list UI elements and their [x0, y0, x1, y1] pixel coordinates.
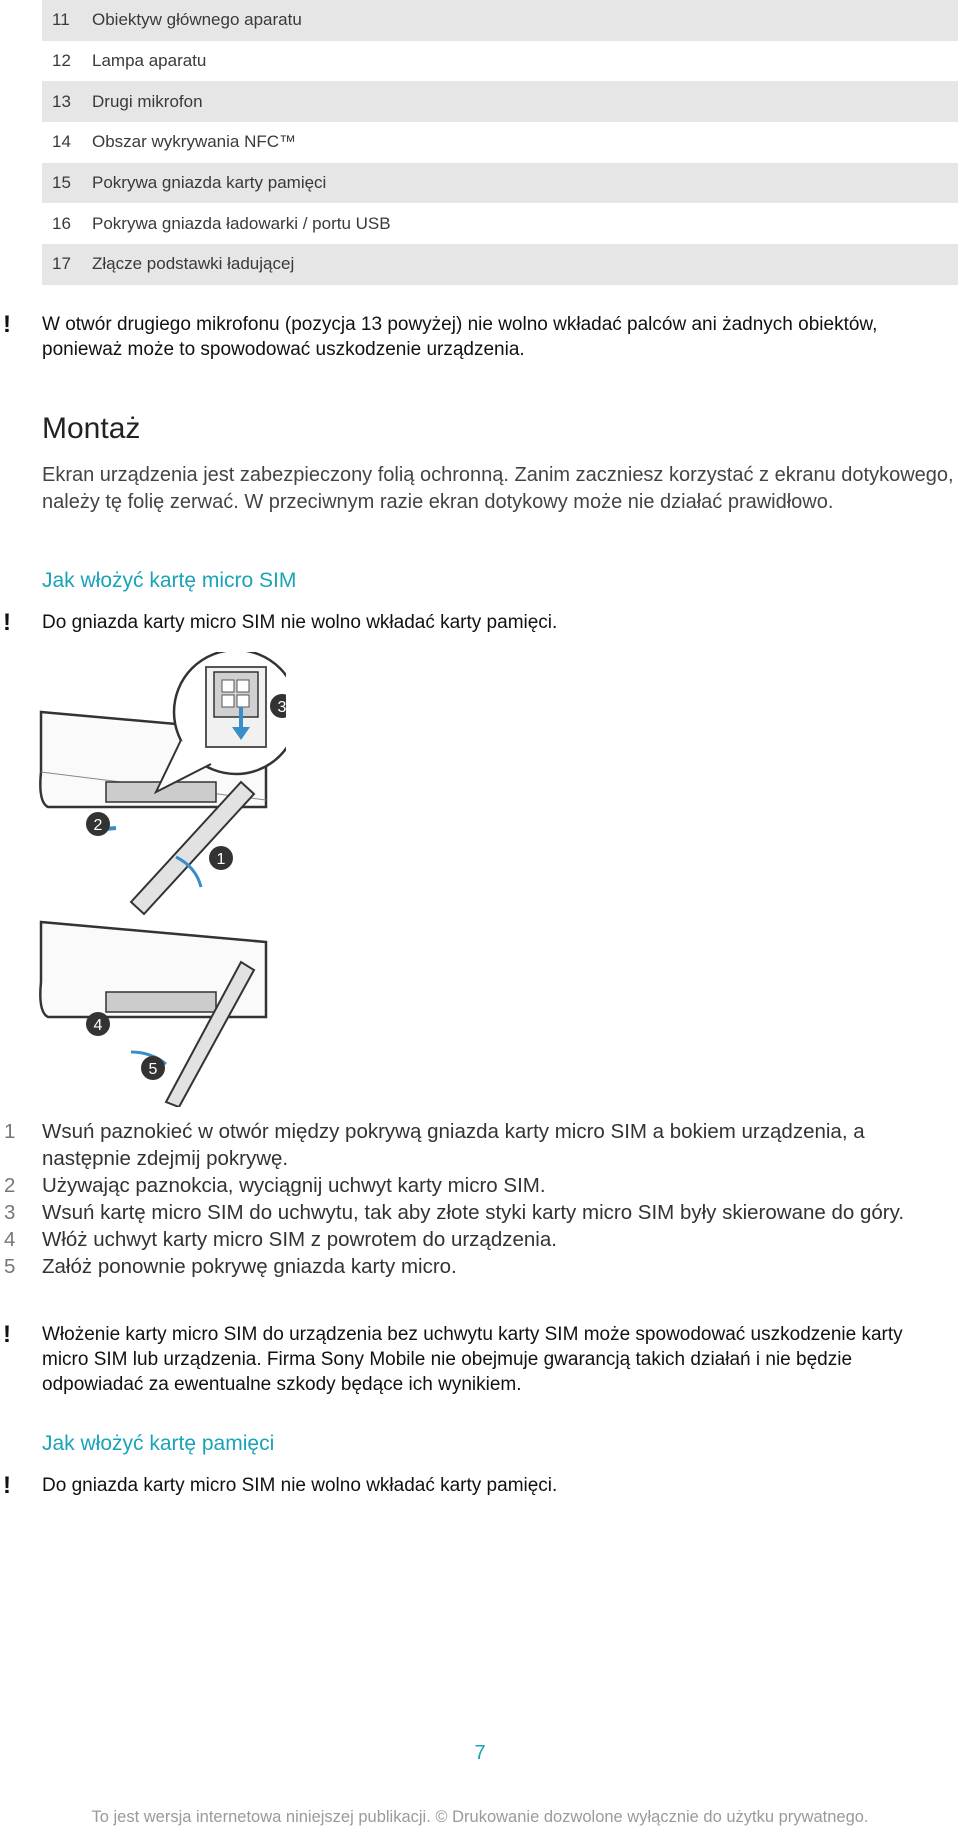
- list-item: [0, 1172, 960, 1199]
- table-row: [42, 244, 958, 285]
- table-row: [42, 0, 958, 41]
- callout-label: 2: [93, 817, 103, 834]
- step-text: Włóż uchwyt karty micro SIM z powrotem do urządzenia.: [42, 1228, 557, 1251]
- part-label: Lampa aparatu: [92, 51, 207, 71]
- step-text: Wsuń paznokieć w otwór między pokrywą gniazda karty micro SIM a bokiem urządzenia, a następnie zdejmij pokrywę.: [42, 1120, 865, 1170]
- part-number: 16: [52, 213, 71, 233]
- warning-text: Włożenie karty micro SIM do urządzenia bez uchwytu karty SIM może spowodować uszkodzenie karty micro SIM lub urządzenia. Firma Sony Mobile nie obejmuje gwarancją takich działań i nie będzie odpowiadać za ewentualne szkody będące ich wynikiem.: [42, 1324, 903, 1395]
- callout-5: [141, 1056, 165, 1080]
- montaz-paragraph: Ekran urządzenia jest zabezpieczony folią ochronną. Zanim zaczniesz korzystać z ekranu dotykowego, należy tę folię zerwać. W przeciwnym razie ekran dotykowy może nie działać prawidłowo.: [42, 464, 954, 513]
- section-heading-montaz: Montaż: [42, 412, 141, 445]
- part-number: 11: [52, 10, 70, 30]
- warning-text: Do gniazda karty micro SIM nie wolno wkładać karty pamięci.: [42, 1475, 558, 1496]
- exclamation-icon: !: [3, 1321, 11, 1348]
- step-text: Wsuń kartę micro SIM do uchwytu, tak aby złote styki karty micro SIM były skierowane do góry.: [42, 1201, 905, 1224]
- sim-insertion-illustration: [36, 652, 286, 1107]
- callout-label: 5: [148, 1061, 158, 1078]
- warning-text: Do gniazda karty micro SIM nie wolno wkładać karty pamięci.: [42, 612, 558, 633]
- list-item: [0, 1253, 960, 1280]
- exclamation-icon: !: [3, 311, 11, 338]
- list-item: [0, 1226, 960, 1253]
- part-label: Złącze podstawki ładującej: [92, 254, 295, 274]
- step-text: Załóż ponownie pokrywę gniazda karty micro.: [42, 1255, 457, 1278]
- exclamation-icon: !: [3, 1472, 11, 1499]
- upper-device: [40, 652, 286, 914]
- table-row: [42, 163, 958, 204]
- exclamation-icon: !: [3, 609, 11, 636]
- part-label: Drugi mikrofon: [92, 91, 203, 111]
- table-row: [42, 122, 958, 163]
- list-item: [0, 1199, 960, 1226]
- part-number: 17: [52, 254, 71, 274]
- callout-1: [209, 846, 233, 870]
- subheading-sim: Jak włożyć kartę micro SIM: [42, 569, 297, 592]
- step-number: 2: [4, 1174, 16, 1197]
- warning-text: W otwór drugiego mikrofonu (pozycja 13 powyżej) nie wolno wkładać palców ani żadnych obiektów, ponieważ może to spowodować uszkodzenie urządzenia.: [42, 314, 878, 360]
- callout-4: [86, 1012, 110, 1036]
- part-label: Pokrywa gniazda ładowarki / portu USB: [92, 213, 391, 233]
- step-text: Używając paznokcia, wyciągnij uchwyt karty micro SIM.: [42, 1174, 546, 1197]
- part-number: 13: [52, 91, 71, 111]
- callout-label: 4: [93, 1017, 103, 1034]
- step-number: 4: [4, 1228, 16, 1251]
- subheading-memory-card: Jak włożyć kartę pamięci: [42, 1432, 275, 1455]
- callout-2: [86, 812, 110, 836]
- part-number: 12: [52, 51, 71, 71]
- part-label: Pokrywa gniazda karty pamięci: [92, 173, 327, 193]
- table-row: [42, 203, 958, 244]
- table-row: [42, 41, 958, 82]
- table-row: [42, 81, 958, 122]
- callout-label: 1: [216, 851, 226, 868]
- list-item: [0, 1118, 960, 1172]
- page-number: 7: [474, 1742, 486, 1764]
- steps-list: [0, 1118, 960, 1280]
- step-number: 3: [4, 1201, 16, 1224]
- part-number: 14: [52, 132, 71, 152]
- step-number: 5: [4, 1255, 16, 1278]
- step-number: 1: [4, 1120, 16, 1143]
- parts-table: [42, 0, 958, 285]
- part-label: Obiektyw głównego aparatu: [92, 10, 302, 30]
- part-label: Obszar wykrywania NFC™: [92, 132, 297, 152]
- footer-note: To jest wersja internetowa niniejszej publikacji. © Drukowanie dozwolone wyłącznie do użytku prywatnego.: [91, 1808, 869, 1826]
- part-number: 15: [52, 173, 71, 193]
- callout-label: 3: [277, 699, 286, 716]
